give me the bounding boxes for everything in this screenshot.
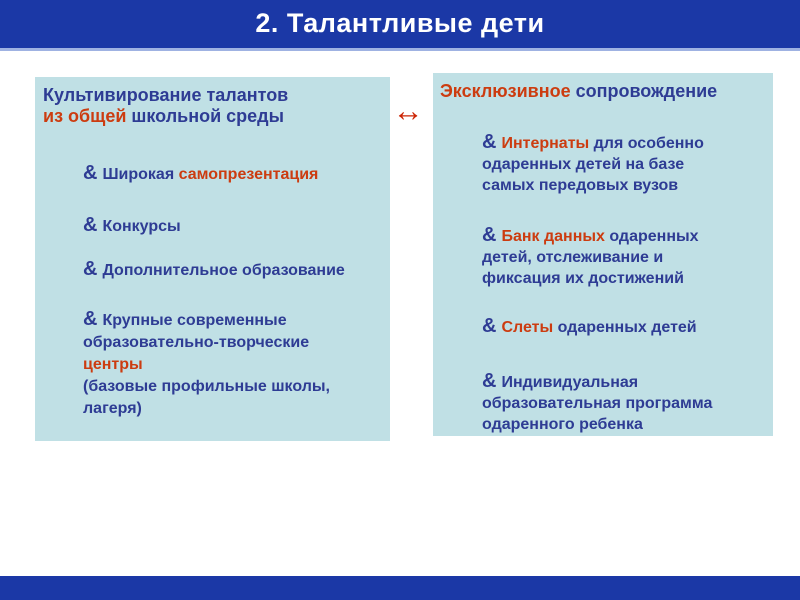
bullet-item-gatherings (440, 316, 769, 338)
bullet-text: одаренных детей на базе (482, 156, 685, 173)
right-panel (433, 73, 773, 436)
right-heading-red: Эксклюзивное (440, 81, 576, 101)
bullet-text: одаренного ребенка (482, 416, 643, 433)
bullet-text: детей, отслеживание и (482, 249, 664, 266)
bullet-text-red: Интернаты (501, 135, 594, 152)
ampersand-bullet-icon: & (83, 214, 98, 236)
bullet-text: самых передовых вузов (482, 177, 679, 194)
right-panel-heading (440, 81, 769, 102)
title-bar (0, 0, 800, 48)
bullet-item-individual-program (440, 371, 769, 435)
left-panel (35, 77, 390, 441)
left-heading-line2-rest: школьной среды (126, 106, 284, 126)
bullet-text: для особенно (593, 135, 704, 152)
bullet-text: образовательно-творческие (83, 334, 310, 351)
bullet-item-data-bank (440, 225, 769, 289)
bullet-text: Широкая (102, 166, 179, 183)
ampersand-bullet-icon: & (83, 258, 98, 280)
slide-title: 2. Талантливые дети (255, 8, 545, 38)
bullet-text-red: самопрезентация (178, 166, 319, 183)
bullet-text: Дополнительное образование (102, 262, 345, 279)
ampersand-bullet-icon: & (83, 162, 98, 184)
bullet-text: одаренных детей (557, 319, 697, 336)
bullet-item-self-presentation (43, 163, 384, 185)
left-heading-line1: Культивирование талантов (43, 85, 289, 105)
ampersand-bullet-icon: & (83, 308, 98, 330)
left-heading-line2-red: из общей (43, 106, 127, 126)
bullet-text: (базовые профильные школы, (83, 378, 330, 395)
ampersand-bullet-icon: & (482, 315, 497, 337)
left-panel-heading (43, 85, 384, 127)
ampersand-bullet-icon: & (482, 131, 497, 153)
header-accent-line (0, 48, 800, 51)
bullet-text: образовательная программа (482, 395, 713, 412)
footer-bar (0, 576, 800, 600)
bullet-text: лагеря) (83, 400, 142, 417)
bullet-text: фиксация их достижений (482, 270, 684, 287)
bullet-item-contests (43, 215, 384, 237)
right-heading-rest: сопровождение (575, 81, 718, 101)
bullet-text-red: Слеты (501, 319, 558, 336)
ampersand-bullet-icon: & (482, 370, 497, 392)
bullet-text: Конкурсы (102, 218, 181, 235)
bullet-item-creative-centers (43, 308, 384, 420)
bullet-item-additional-education (43, 259, 384, 281)
bullet-text: одаренных (609, 228, 699, 245)
bullet-text-red: Банк данных (501, 228, 610, 245)
bullet-text: Индивидуальная (501, 374, 639, 391)
bidirectional-arrow-icon: ↔ (392, 93, 424, 128)
ampersand-bullet-icon: & (482, 224, 497, 246)
bullet-text: Крупные современные (102, 312, 287, 329)
bullet-text-red: центры (83, 356, 143, 373)
bullet-item-boarding-schools (440, 132, 769, 196)
